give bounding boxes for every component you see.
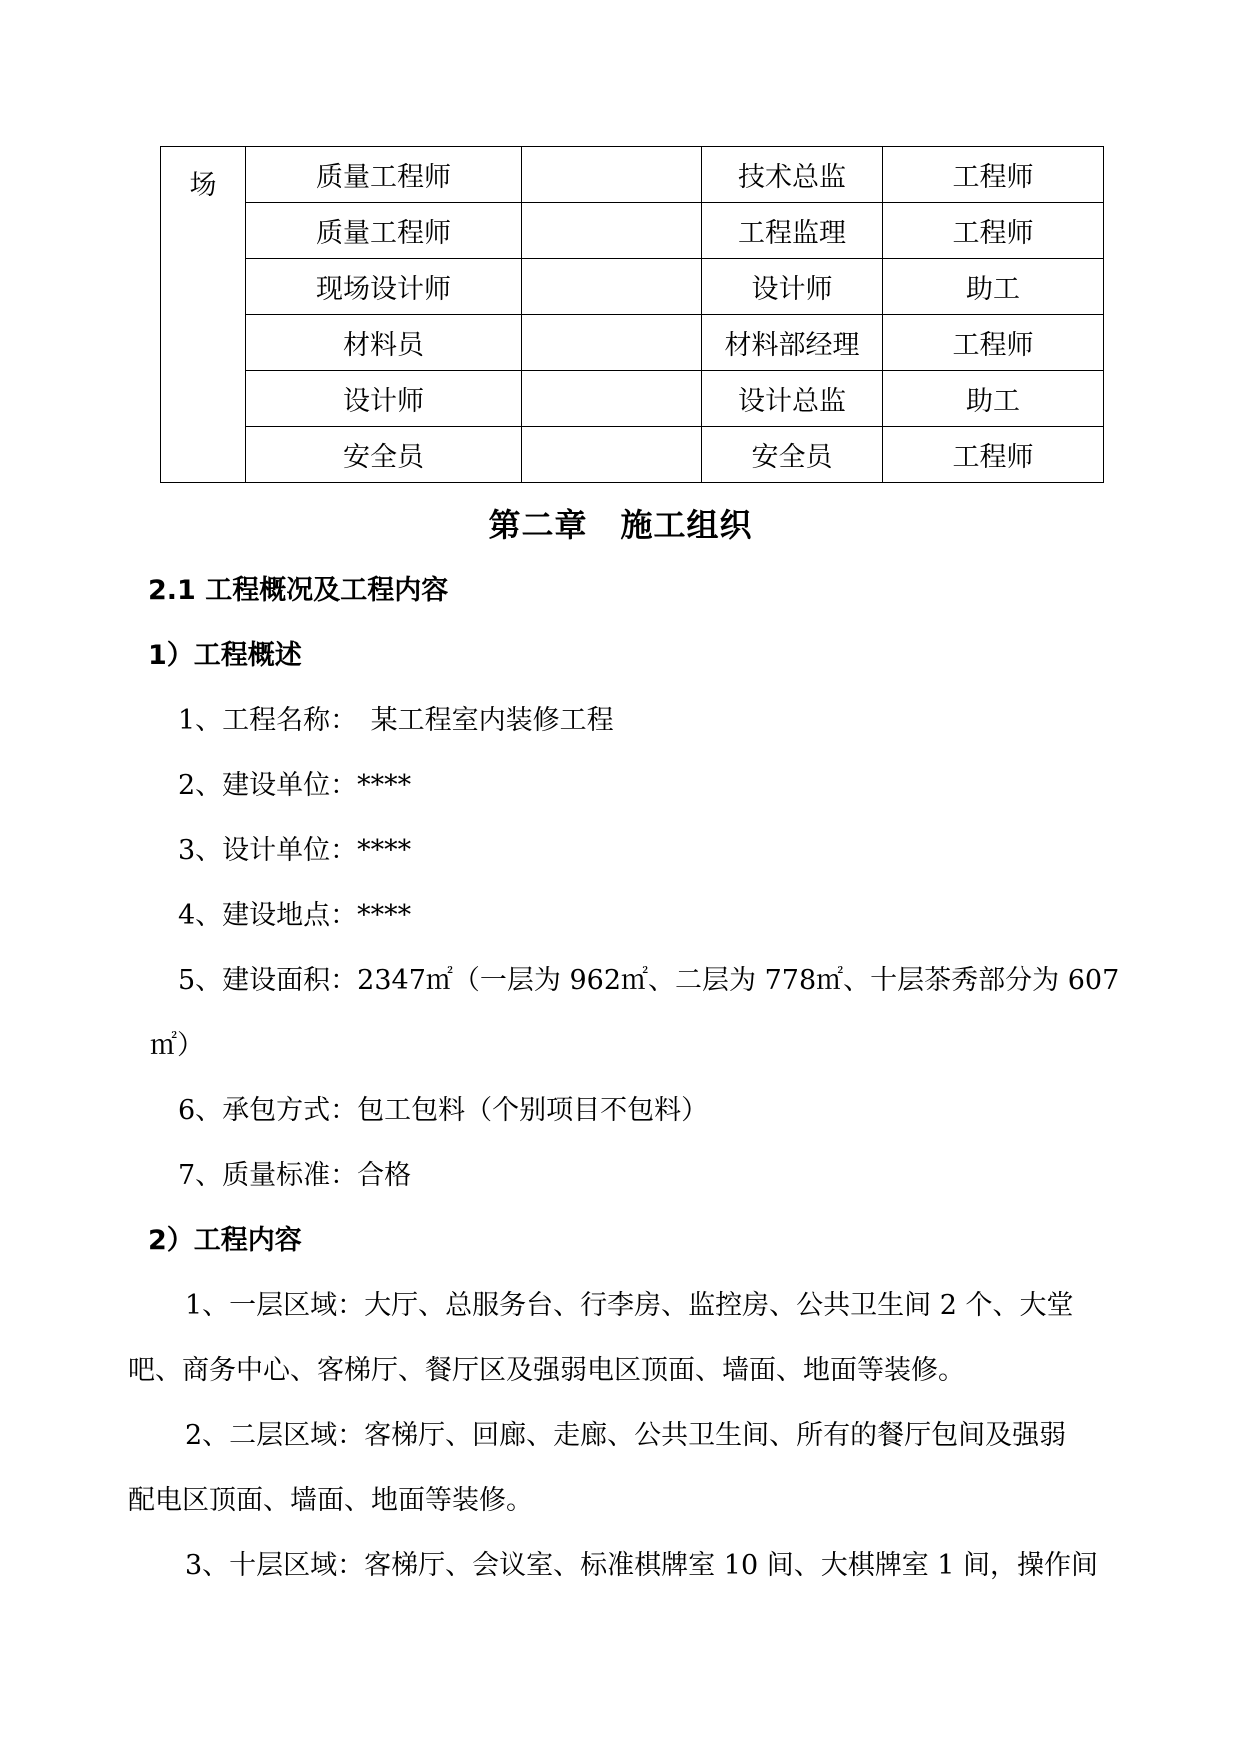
content-line: 配电区顶面、墙面、地面等装修。 — [128, 1485, 533, 1516]
role-cell: 现场设计师 — [246, 259, 522, 315]
post-cell: 安全员 — [702, 427, 883, 483]
overview-item-area: 5、建设面积：2347㎡（一层为 962㎡、二层为 778㎡、十层茶秀部分为 607 — [178, 965, 1120, 996]
staff-table — [160, 146, 1104, 483]
overview-item-quality: 7、质量标准：合格 — [178, 1160, 412, 1191]
post-cell: 设计总监 — [702, 371, 883, 427]
chapter-title: 第二章 施工组织 — [488, 506, 753, 544]
title-cell: 工程师 — [883, 315, 1104, 371]
post-cell: 材料部经理 — [702, 315, 883, 371]
title-cell: 助工 — [883, 259, 1104, 315]
role-cell: 材料员 — [246, 315, 522, 371]
overview-item-designer: 3、设计单位：**** — [178, 835, 412, 866]
title-cell: 工程师 — [883, 147, 1104, 203]
table-row — [161, 371, 1104, 427]
content-line: 1、一层区域：大厅、总服务台、行李房、监控房、公共卫生间 2 个、大堂 — [185, 1290, 1074, 1321]
post-cell: 设计师 — [702, 259, 883, 315]
table-row — [161, 203, 1104, 259]
name-cell — [522, 147, 702, 203]
role-cell: 质量工程师 — [246, 203, 522, 259]
overview-item-contract: 6、承包方式：包工包料（个别项目不包料） — [178, 1095, 709, 1126]
table-row — [161, 315, 1104, 371]
content-line: 吧、商务中心、客梯厅、餐厅区及强弱电区顶面、墙面、地面等装修。 — [128, 1355, 965, 1386]
content-heading: 2）工程内容 — [148, 1225, 302, 1256]
post-cell: 技术总监 — [702, 147, 883, 203]
overview-heading: 1）工程概述 — [148, 640, 302, 671]
role-cell: 安全员 — [246, 427, 522, 483]
overview-item-location: 4、建设地点：**** — [178, 900, 412, 931]
name-cell — [522, 315, 702, 371]
role-cell: 质量工程师 — [246, 147, 522, 203]
overview-item-name: 1、工程名称： 某工程室内装修工程 — [178, 705, 614, 736]
title-cell: 助工 — [883, 371, 1104, 427]
overview-item-area-cont: ㎡） — [150, 1030, 204, 1061]
name-cell — [522, 259, 702, 315]
overview-item-builder: 2、建设单位：**** — [178, 770, 412, 801]
post-cell: 工程监理 — [702, 203, 883, 259]
table-row — [161, 147, 1104, 203]
role-cell: 设计师 — [246, 371, 522, 427]
content-line: 3、十层区域：客梯厅、会议室、标准棋牌室 10 间、大棋牌室 1 间，操作间 — [185, 1550, 1099, 1581]
group-label: 场 — [161, 147, 246, 483]
name-cell — [522, 427, 702, 483]
section-heading: 2.1 工程概况及工程内容 — [148, 575, 449, 606]
name-cell — [522, 203, 702, 259]
title-cell: 工程师 — [883, 427, 1104, 483]
table-row — [161, 259, 1104, 315]
name-cell — [522, 371, 702, 427]
content-line: 2、二层区域：客梯厅、回廊、走廊、公共卫生间、所有的餐厅包间及强弱 — [185, 1420, 1067, 1451]
table-row — [161, 427, 1104, 483]
title-cell: 工程师 — [883, 203, 1104, 259]
